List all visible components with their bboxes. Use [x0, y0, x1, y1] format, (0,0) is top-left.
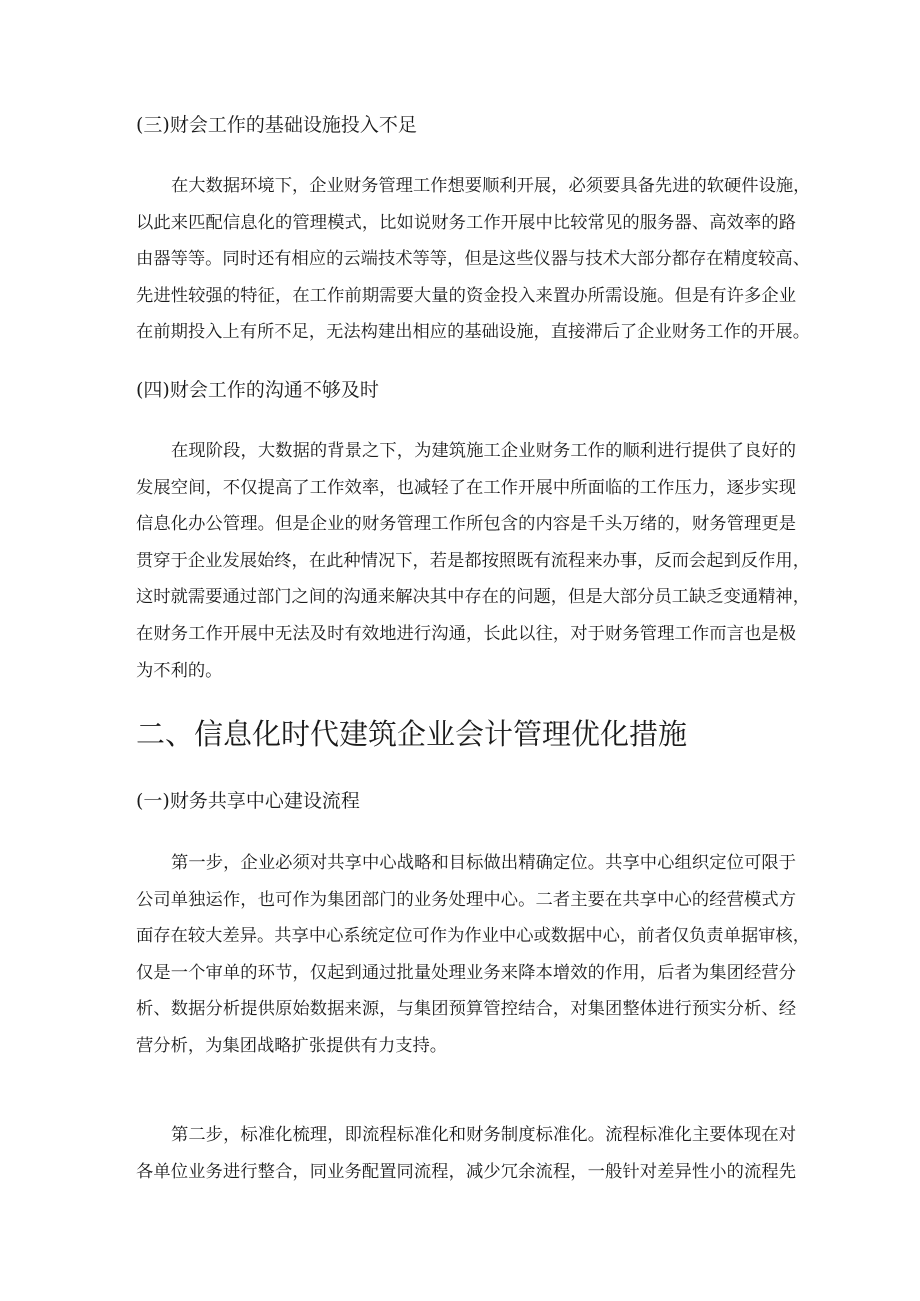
paragraph-line: 贯穿于企业发展始终，在此种情况下，若是都按照既有流程来办事，反而会起到反作用，: [136, 550, 810, 571]
section-3-paragraph: [136, 168, 811, 351]
section-heading-3: (三)财会工作的基础设施投入不足: [136, 114, 417, 136]
chapter-heading-2: 二、信息化时代建筑企业会计管理优化措施: [136, 717, 688, 751]
paragraph-line: 在前期投入上有所不足，无法构建出相应的基础设施，直接滞后了企业财务工作的开展。: [136, 322, 810, 343]
paragraph-line: 析、数据分析提供原始数据来源，与集团预算管控结合，对集团整体进行预实分析、经: [136, 999, 796, 1020]
paragraph-line: 发展空间，不仅提高了工作效率，也减轻了在工作开展中所面临的工作压力，逐步实现: [136, 477, 796, 498]
paragraph-line: 信息化办公管理。但是企业的财务管理工作所包含的内容是千头万绪的，财务管理更是: [136, 514, 796, 535]
paragraph-line: 第一步，企业必须对共享中心战略和目标做出精确定位。共享中心组织定位可限于: [171, 853, 796, 873]
paragraph-line: 营分析，为集团战略扩张提供有力支持。: [136, 1035, 448, 1056]
paragraph-line: 在现阶段，大数据的背景之下，为建筑施工企业财务工作的顺利进行提供了良好的: [171, 441, 796, 461]
section-heading-4: (四)财会工作的沟通不够及时: [136, 379, 379, 401]
section-heading-2-1: (一)财务共享中心建设流程: [136, 790, 360, 812]
paragraph-line: 以此来匹配信息化的管理模式，比如说财务工作开展中比较常见的服务器、高效率的路: [136, 212, 796, 233]
paragraph-line: 这时就需要通过部门之间的沟通来解决其中存在的问题，但是大部分员工缺乏变通精神，: [136, 587, 810, 608]
paragraph-line: 为不利的。: [136, 660, 223, 681]
paragraph-line: 面存在较大差异。共享中心系统定位可作为作业中心或数据中心，前者仅负责单据审核，: [136, 926, 810, 947]
paragraph-line: 仅是一个审单的环节，仅起到通过批量处理业务来降本增效的作用，后者为集团经营分: [136, 962, 796, 983]
paragraph-line: 在财务工作开展中无法及时有效地进行沟通，长此以往，对于财务管理工作而言也是极: [136, 623, 796, 644]
section-4-paragraph: [136, 433, 810, 689]
paragraph-line: 在大数据环境下，企业财务管理工作想要顺利开展，必须要具备先进的软硬件设施，: [171, 176, 811, 196]
paragraph-line: 公司单独运作，也可作为集团部门的业务处理中心。二者主要在共享中心的经营模式方: [136, 889, 796, 910]
paragraph-line: 由器等等。同时还有相应的云端技术等等，但是这些仪器与技术大部分都存在精度较高、: [136, 249, 810, 270]
paragraph-line: 先进性较强的特征，在工作前期需要大量的资金投入来置办所需设施。但是有许多企业: [136, 285, 796, 306]
paragraph-line: 各单位业务进行整合，同业务配置同流程，减少冗余流程，一般针对差异性小的流程先: [136, 1161, 796, 1182]
section-2-1-paragraph-1: [136, 845, 810, 1065]
section-2-1-paragraph-2: [136, 1117, 796, 1190]
paragraph-line: 第二步，标准化梳理，即流程标准化和财务制度标准化。流程标准化主要体现在对: [171, 1125, 796, 1145]
